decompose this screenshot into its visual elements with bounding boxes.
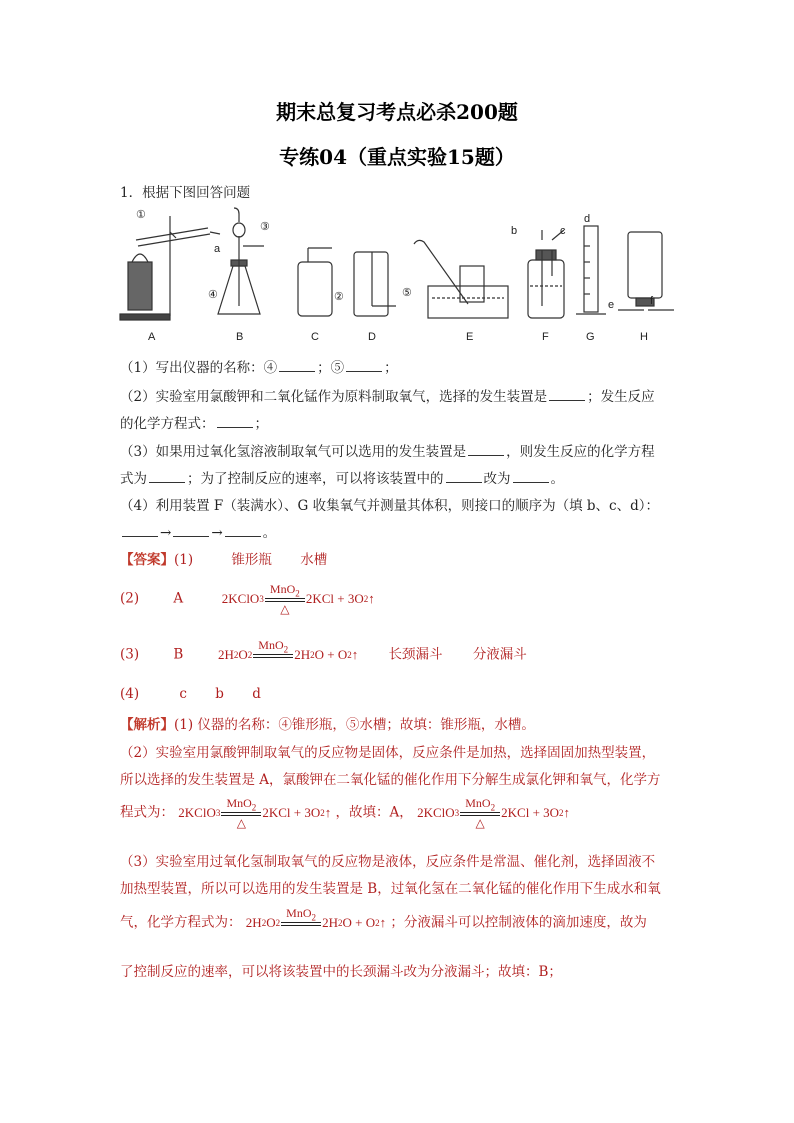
page-subtitle: 专练04（重点实验15题） bbox=[279, 145, 515, 169]
answer-blank bbox=[149, 470, 185, 483]
port-c: c bbox=[560, 225, 566, 237]
answer-blank bbox=[513, 470, 549, 483]
label-e: E bbox=[466, 331, 474, 343]
question-part-4: （4）利用装置 F（装满水）、G 收集氧气并测量其体积，则接口的顺序为（填 b、c、d）： bbox=[120, 498, 659, 514]
apparatus-c bbox=[298, 248, 332, 316]
equation-kclo3-analysis: 2KClO 3 MnO$_2$ △ 2KCl + 3O 2 ↑ bbox=[178, 796, 332, 830]
analysis-2a: （2）实验室用氯酸钾制取氧气的反应物是固体，反应条件是加热，选择固固加热型装置， bbox=[120, 745, 656, 761]
label-a: A bbox=[148, 331, 156, 343]
page-title: 期末总复习考点必杀200题 bbox=[276, 100, 518, 124]
question-part-2: （2）实验室用氯酸钾和二氧化锰作为原料制取氧气，选择的发生装置是 ；发生反应 bbox=[120, 389, 655, 405]
answer-4: (4) c b d bbox=[120, 686, 261, 702]
question-stem: 1．根据下图回答问题 bbox=[120, 185, 251, 201]
marker-5: ⑤ bbox=[402, 287, 412, 299]
port-e: e bbox=[608, 299, 615, 311]
port-d: d bbox=[584, 213, 591, 225]
equation-kclo3-analysis-2: 2KClO 3 MnO$_2$ △ 2KCl + 3O 2 ↑ bbox=[417, 796, 571, 830]
answer-blank bbox=[122, 524, 158, 537]
analysis-2b: 所以选择的发生装置是 A，氯酸钾在二氧化锰的催化作用下分解生成氯化钾和氧气，化学方 bbox=[120, 772, 661, 788]
equation-kclo3: 2KClO 3 MnO$_2$ △ 2KCl + 3O 2 ↑ bbox=[221, 582, 375, 616]
answer-blank bbox=[173, 524, 209, 537]
port-a: a bbox=[214, 243, 221, 255]
question-part-4-cont: → → 。 bbox=[120, 521, 276, 541]
label-h: H bbox=[640, 331, 648, 343]
answer-1: 【答案】(1) 锥形瓶 水槽 bbox=[120, 552, 328, 568]
port-f: f bbox=[650, 295, 654, 307]
answer-blank bbox=[549, 388, 585, 401]
analysis-1: 【解析】(1) 仪器的名称：④锥形瓶，⑤水槽；故填：锥形瓶，水槽。 bbox=[120, 717, 535, 733]
marker-4: ④ bbox=[208, 289, 218, 301]
question-part-2-cont: 的化学方程式： ； bbox=[120, 416, 268, 432]
analysis-2c: 程式为： 2KClO 3 MnO$_2$ △ 2KCl + 3O 2 ↑ ，故填：A， 2KClO 3 MnO$_2$ △ 2KCl + 3O 2 ↑ bbox=[120, 796, 571, 830]
answer-3: (3) B 2H 2 O 2 MnO$_2$ 2H 2 O + O 2 ↑ 长颈漏斗 分液漏斗 bbox=[120, 638, 527, 672]
answer-blank bbox=[225, 524, 261, 537]
apparatus-a bbox=[120, 216, 220, 320]
question-part-1: （1）写出仪器的名称：④ ；⑤ ； bbox=[120, 360, 398, 376]
label-d: D bbox=[368, 331, 376, 343]
apparatus-e bbox=[414, 240, 508, 318]
answer-blank bbox=[217, 415, 253, 428]
equation-h2o2-analysis: 2H 2 O 2 MnO$_2$ 2H 2 O + O 2 ↑ bbox=[245, 906, 387, 930]
analysis-3e: 了控制反应的速率，可以将该装置中的长颈漏斗改为分液漏斗；故填：B； bbox=[120, 964, 562, 980]
answer-blank bbox=[279, 359, 315, 372]
marker-1: ① bbox=[136, 209, 146, 221]
answer-blank bbox=[446, 470, 482, 483]
label-c: C bbox=[311, 331, 319, 343]
label-g: G bbox=[586, 331, 595, 343]
question-part-3-cont: 式为 ；为了控制反应的速率，可以将该装置中的 改为 。 bbox=[120, 471, 564, 487]
answer-blank bbox=[346, 359, 382, 372]
equation-h2o2: 2H 2 O 2 MnO$_2$ 2H 2 O + O 2 ↑ bbox=[217, 638, 359, 662]
apparatus-diagram bbox=[118, 206, 678, 346]
analysis-3c: 气，化学方程式为： 2H 2 O 2 MnO$_2$ 2H 2 O + O 2 ↑ ；分液漏斗可以控制液体的滴加速度，故为 bbox=[120, 906, 647, 940]
apparatus-h bbox=[618, 232, 674, 310]
label-f: F bbox=[542, 331, 549, 343]
answer-blank bbox=[468, 443, 504, 456]
question-part-3: （3）如果用过氧化氢溶液制取氧气可以选用的发生装置是 ，则发生反应的化学方程 bbox=[120, 444, 655, 460]
apparatus-g bbox=[576, 226, 606, 314]
marker-3: ③ bbox=[260, 221, 270, 233]
apparatus-b bbox=[218, 208, 264, 314]
apparatus-f bbox=[528, 230, 564, 318]
port-b: b bbox=[511, 225, 518, 237]
analysis-3a: （3）实验室用过氧化氢制取氧气的反应物是液体，反应条件是常温、催化剂，选择固液不 bbox=[120, 854, 656, 870]
analysis-3b: 加热型装置，所以可以选用的发生装置是 B，过氧化氢在二氧化锰的催化作用下生成水和氧 bbox=[120, 881, 661, 897]
label-b: B bbox=[236, 331, 244, 343]
answer-2: (2) A 2KClO 3 MnO$_2$ △ 2KCl + 3O 2 ↑ bbox=[120, 582, 375, 616]
marker-2: ② bbox=[334, 291, 344, 303]
apparatus-d bbox=[354, 252, 396, 316]
